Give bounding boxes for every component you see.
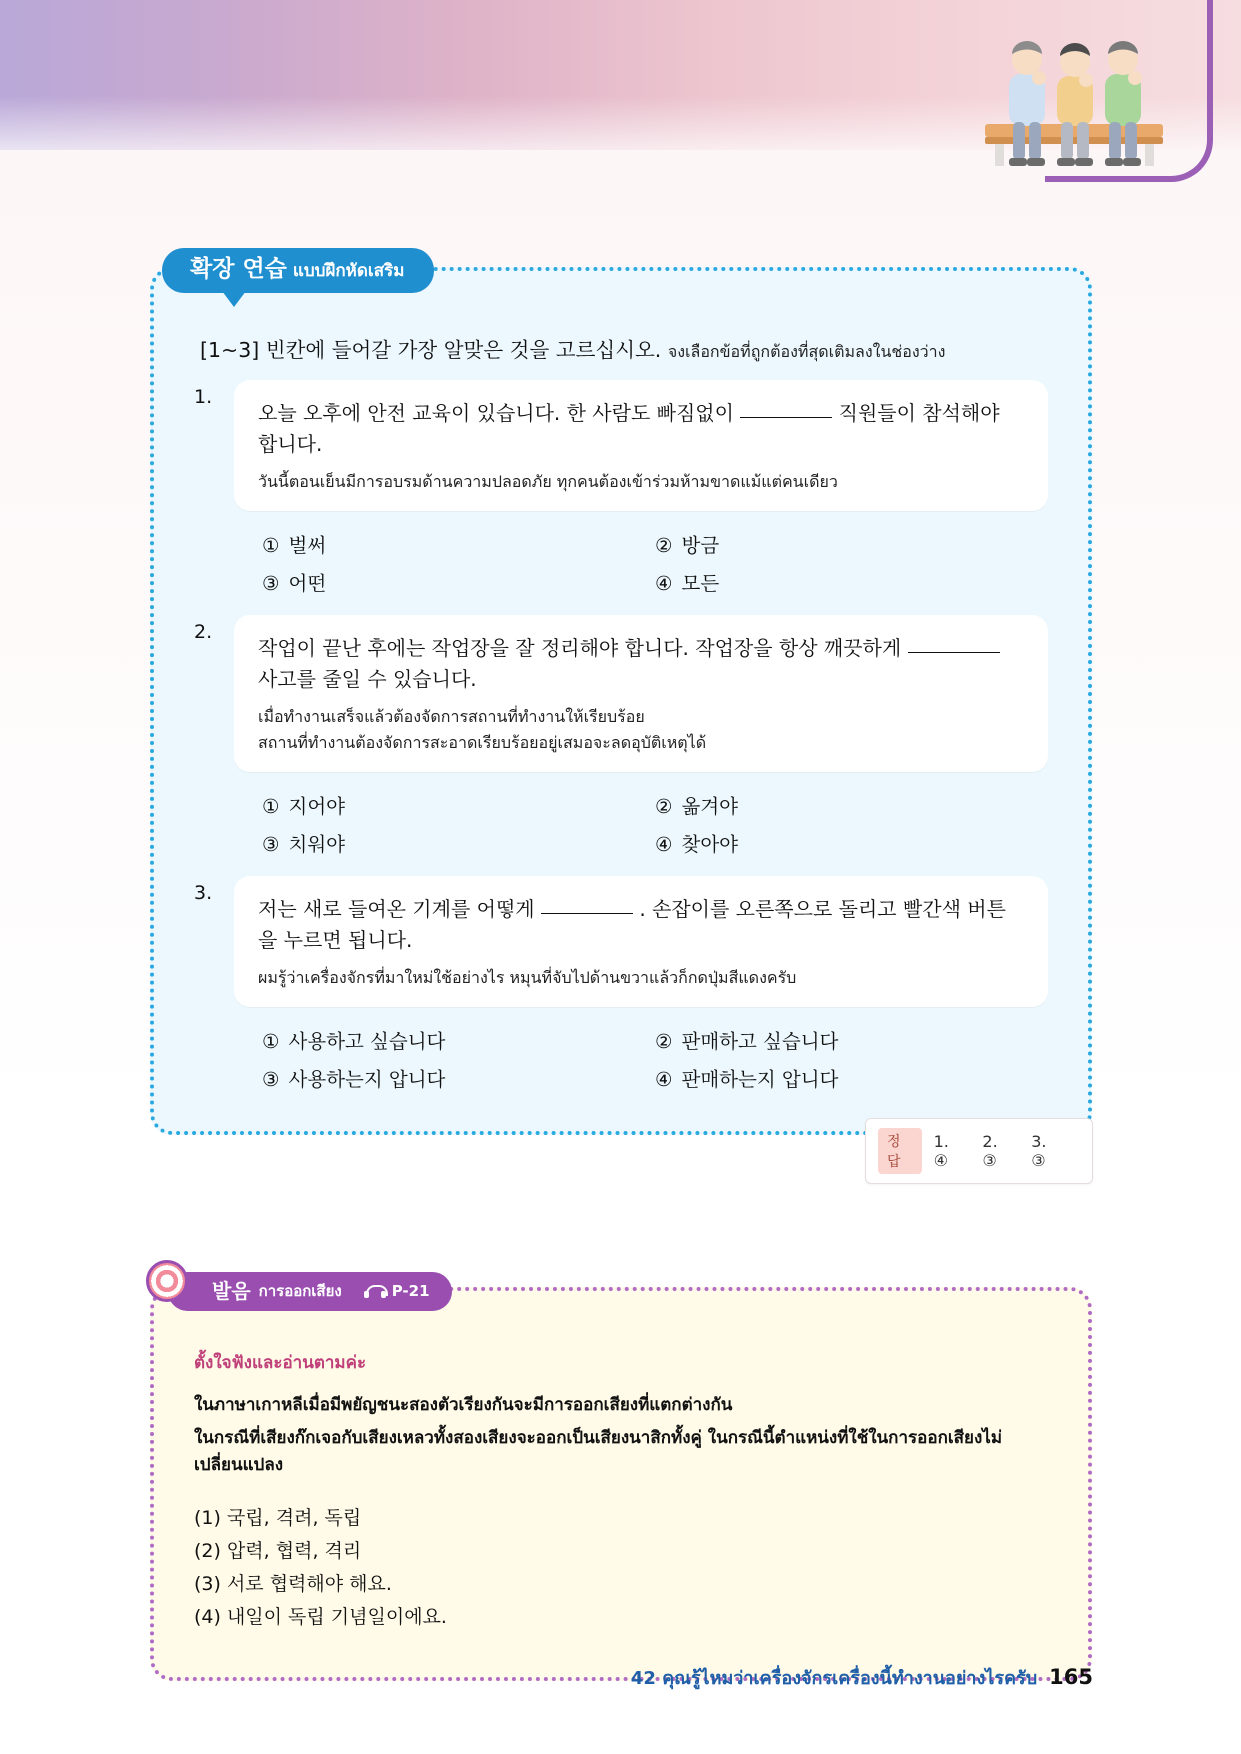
choice-option[interactable] xyxy=(655,786,1048,824)
choice-number: ③ xyxy=(262,833,280,857)
choice-option[interactable] xyxy=(262,824,655,862)
choice-label: 찾아야 xyxy=(681,833,738,857)
page-number: 165 xyxy=(1049,1665,1093,1689)
extension-tab-title-th: แบบฝึกหัดเสริม xyxy=(292,261,405,281)
choice-label: 사용하고 싶습니다 xyxy=(288,1029,446,1053)
choice-label: 판매하고 싶습니다 xyxy=(681,1029,839,1053)
question-translation-th-2: สถานที่ทำงานต้องจัดการสะอาดเรียบร้อยอยู่เสมอจะลดอุบัติเหตุได้ xyxy=(258,733,707,753)
answer-key-strip xyxy=(865,1118,1093,1184)
question-text-ko xyxy=(258,633,1024,695)
answer-blank xyxy=(541,913,633,914)
choice-label: 방금 xyxy=(681,533,720,557)
choice-list xyxy=(262,1021,1048,1097)
three-people-on-bench-illustration xyxy=(979,18,1179,170)
question-translation-th: วันนี้ตอนเย็นมีการอบรมด้านความปลอดภัย ทุกคนต้องเข้าร่วมห้ามขาดแม้แต่คนเดียว xyxy=(258,471,838,491)
question-card xyxy=(234,876,1048,1007)
choice-option[interactable] xyxy=(655,525,1048,563)
pronunciation-tab xyxy=(168,1272,452,1311)
choice-label: 치워야 xyxy=(288,833,345,857)
extension-practice-tab xyxy=(162,248,434,293)
instruction-th: จงเลือกข้อที่ถูกต้องที่สุดเติมลงในช่องว่าง xyxy=(667,342,946,361)
choice-number: ④ xyxy=(655,833,673,857)
pronunciation-example: (1) 국립, 격려, 독립 xyxy=(194,1506,362,1529)
extension-practice-box xyxy=(150,267,1092,1135)
pronunciation-tab-title-ko: 발음 xyxy=(212,1279,251,1303)
instruction-ko: [1~3] 빈칸에 들어갈 가장 알맞은 것을 고르십시오. xyxy=(200,338,662,362)
question-row xyxy=(194,380,1048,511)
choice-option[interactable] xyxy=(655,563,1048,601)
choice-number: ② xyxy=(655,1029,673,1053)
choice-label: 지어야 xyxy=(288,795,345,819)
page-footer xyxy=(631,1663,1093,1692)
question-number: 2. xyxy=(194,620,213,643)
choice-number: ③ xyxy=(262,1067,280,1091)
pronunciation-section xyxy=(150,1272,1092,1681)
headphone-icon xyxy=(364,1285,386,1298)
question-card xyxy=(234,615,1048,773)
choice-label: 모든 xyxy=(681,571,720,595)
question-text-ko xyxy=(258,398,1024,460)
question-text-part2: 직원들이 참석해야 합니다. xyxy=(258,400,1000,456)
question-number: 1. xyxy=(194,385,213,408)
answer-item: 3. ③ xyxy=(1031,1132,1047,1170)
choice-number: ① xyxy=(262,533,280,557)
pronunciation-rule-line-1: ในภาษาเกาหลีเมื่อมีพยัญชนะสองตัวเรียงกันจะมีการออกเสียงที่แตกต่างกัน xyxy=(194,1395,733,1415)
pronunciation-example: (2) 압력, 협력, 격리 xyxy=(194,1539,362,1562)
choice-option[interactable] xyxy=(262,563,655,601)
choice-label: 벌써 xyxy=(288,533,327,557)
answer-blank xyxy=(740,417,832,418)
question-translation-th: ผมรู้ว่าเครื่องจักรที่มาใหม่ใช้อย่างไร หมุนที่จับไปด้านขวาแล้วก็กดปุ่มสีแดงครับ xyxy=(258,968,797,988)
question-translation-th: เมื่อทำงานเสร็จแล้วต้องจัดการสถานที่ทำงานให้เรียบร้อย xyxy=(258,706,645,726)
choice-number: ② xyxy=(655,533,673,557)
question-text-part2: 사고를 줄일 수 있습니다. xyxy=(258,666,477,691)
instruction-line xyxy=(200,335,1048,366)
answer-item: 2. ③ xyxy=(982,1132,998,1170)
pronunciation-rule-line-2: ในกรณีที่เสียงก๊กเจอกับเสียงเหลวทั้งสองเสียงจะออกเป็นเสียงนาสิกทั้งคู่ ในกรณีนี้ตำแหน่งที่ใช้ในการออกเสียงไม่เปลี่ยนแปลง xyxy=(194,1428,1003,1476)
choice-number: ① xyxy=(262,1029,280,1053)
question-text-part1: 오늘 오후에 안전 교육이 있습니다. 한 사람도 빠짐없이 xyxy=(258,400,734,425)
pronunciation-heading: ตั้งใจฟังและอ่านตามค่ะ xyxy=(194,1353,367,1373)
question-text-part1: 작업이 끝난 후에는 작업장을 잘 정리해야 합니다. 작업장을 항상 깨끗하게 xyxy=(258,635,902,660)
choice-label: 옮겨야 xyxy=(681,795,738,819)
choice-option[interactable] xyxy=(262,786,655,824)
choice-number: ② xyxy=(655,795,673,819)
question-number: 3. xyxy=(194,882,213,905)
choice-option[interactable] xyxy=(655,824,1048,862)
choice-label: 어떤 xyxy=(288,571,327,595)
target-icon xyxy=(146,1260,188,1302)
pronunciation-example: (4) 내일이 독립 기념일이에요. xyxy=(194,1606,447,1629)
choice-option[interactable] xyxy=(262,1021,655,1059)
question-text-part1: 저는 새로 들여온 기계를 어떻게 xyxy=(258,897,535,922)
choice-number: ③ xyxy=(262,571,280,595)
extension-tab-title-ko: 확장 연습 xyxy=(190,256,287,282)
question-text-ko xyxy=(258,894,1024,956)
choice-list xyxy=(262,525,1048,601)
question-row xyxy=(194,615,1048,773)
choice-number: ④ xyxy=(655,571,673,595)
question-row xyxy=(194,876,1048,1007)
answer-blank xyxy=(908,652,1000,653)
extension-practice-section xyxy=(150,248,1092,1135)
choice-number: ④ xyxy=(655,1067,673,1091)
choice-list xyxy=(262,786,1048,862)
question-text-part2: . 손잡이를 오른쪽으로 돌리고 빨간색 버튼을 누르면 됩니다. xyxy=(258,897,1006,953)
choice-label: 판매하는지 압니다 xyxy=(681,1067,839,1091)
choice-option[interactable] xyxy=(262,525,655,563)
audio-track-label: P-21 xyxy=(391,1281,430,1300)
choice-label: 사용하는지 압니다 xyxy=(288,1067,446,1091)
choice-option[interactable] xyxy=(262,1059,655,1097)
footer-title: 42 คุณรู้ไหมว่าเครื่องจักรเครื่องนี้ทำงานอย่างไรครับ xyxy=(630,1668,1038,1689)
answer-key-label: 정답 xyxy=(878,1128,922,1174)
pronunciation-tab-title-th: การออกเสียง xyxy=(258,1281,342,1300)
question-card xyxy=(234,380,1048,511)
choice-option[interactable] xyxy=(655,1059,1048,1097)
pronunciation-example: (3) 서로 협력해야 해요. xyxy=(194,1573,392,1596)
choice-number: ① xyxy=(262,795,280,819)
answer-item: 1. ④ xyxy=(933,1132,949,1170)
choice-option[interactable] xyxy=(655,1021,1048,1059)
pronunciation-example-list xyxy=(194,1502,1048,1635)
audio-track-badge[interactable] xyxy=(364,1281,430,1300)
pronunciation-box xyxy=(150,1287,1092,1681)
